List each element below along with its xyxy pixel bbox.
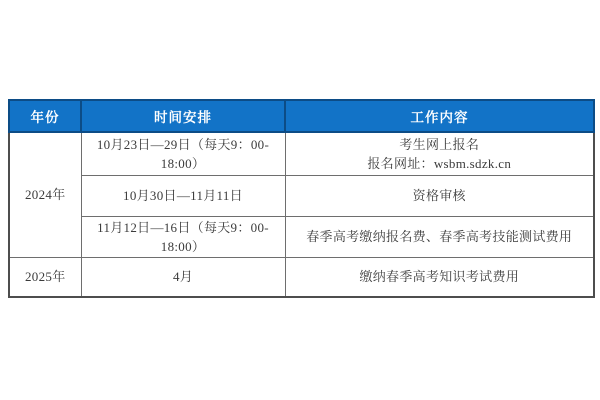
- work-cell: 春季高考缴纳报名费、春季高考技能测试费用: [285, 216, 594, 257]
- year-cell-2024: 2024年: [9, 132, 81, 257]
- time-cell: 10月30日—11月11日: [81, 175, 285, 216]
- work-column-header: 工作内容: [285, 100, 594, 132]
- time-column-header: 时间安排: [81, 100, 285, 132]
- table-row: [9, 216, 594, 257]
- exam-schedule-table: [8, 99, 595, 298]
- work-line-1: 考生网上报名: [399, 136, 480, 152]
- table-row: [9, 175, 594, 216]
- exam-schedule-table-wrap: [8, 99, 593, 298]
- time-cell: 10月23日—29日（每天9：00-18:00）: [81, 132, 285, 175]
- work-cell: 缴纳春季高考知识考试费用: [285, 257, 594, 297]
- work-line-2-registration-url: 报名网址：wsbm.sdzk.cn: [367, 155, 512, 171]
- header-row: [9, 100, 594, 132]
- year-cell-2025: 2025年: [9, 257, 81, 297]
- year-column-header: 年份: [9, 100, 81, 132]
- work-cell: 资格审核: [285, 175, 594, 216]
- table-row: [9, 257, 594, 297]
- table-row: [9, 132, 594, 175]
- work-cell: [285, 132, 594, 175]
- time-cell: 4月: [81, 257, 285, 297]
- time-cell: 11月12日—16日（每天9：00-18:00）: [81, 216, 285, 257]
